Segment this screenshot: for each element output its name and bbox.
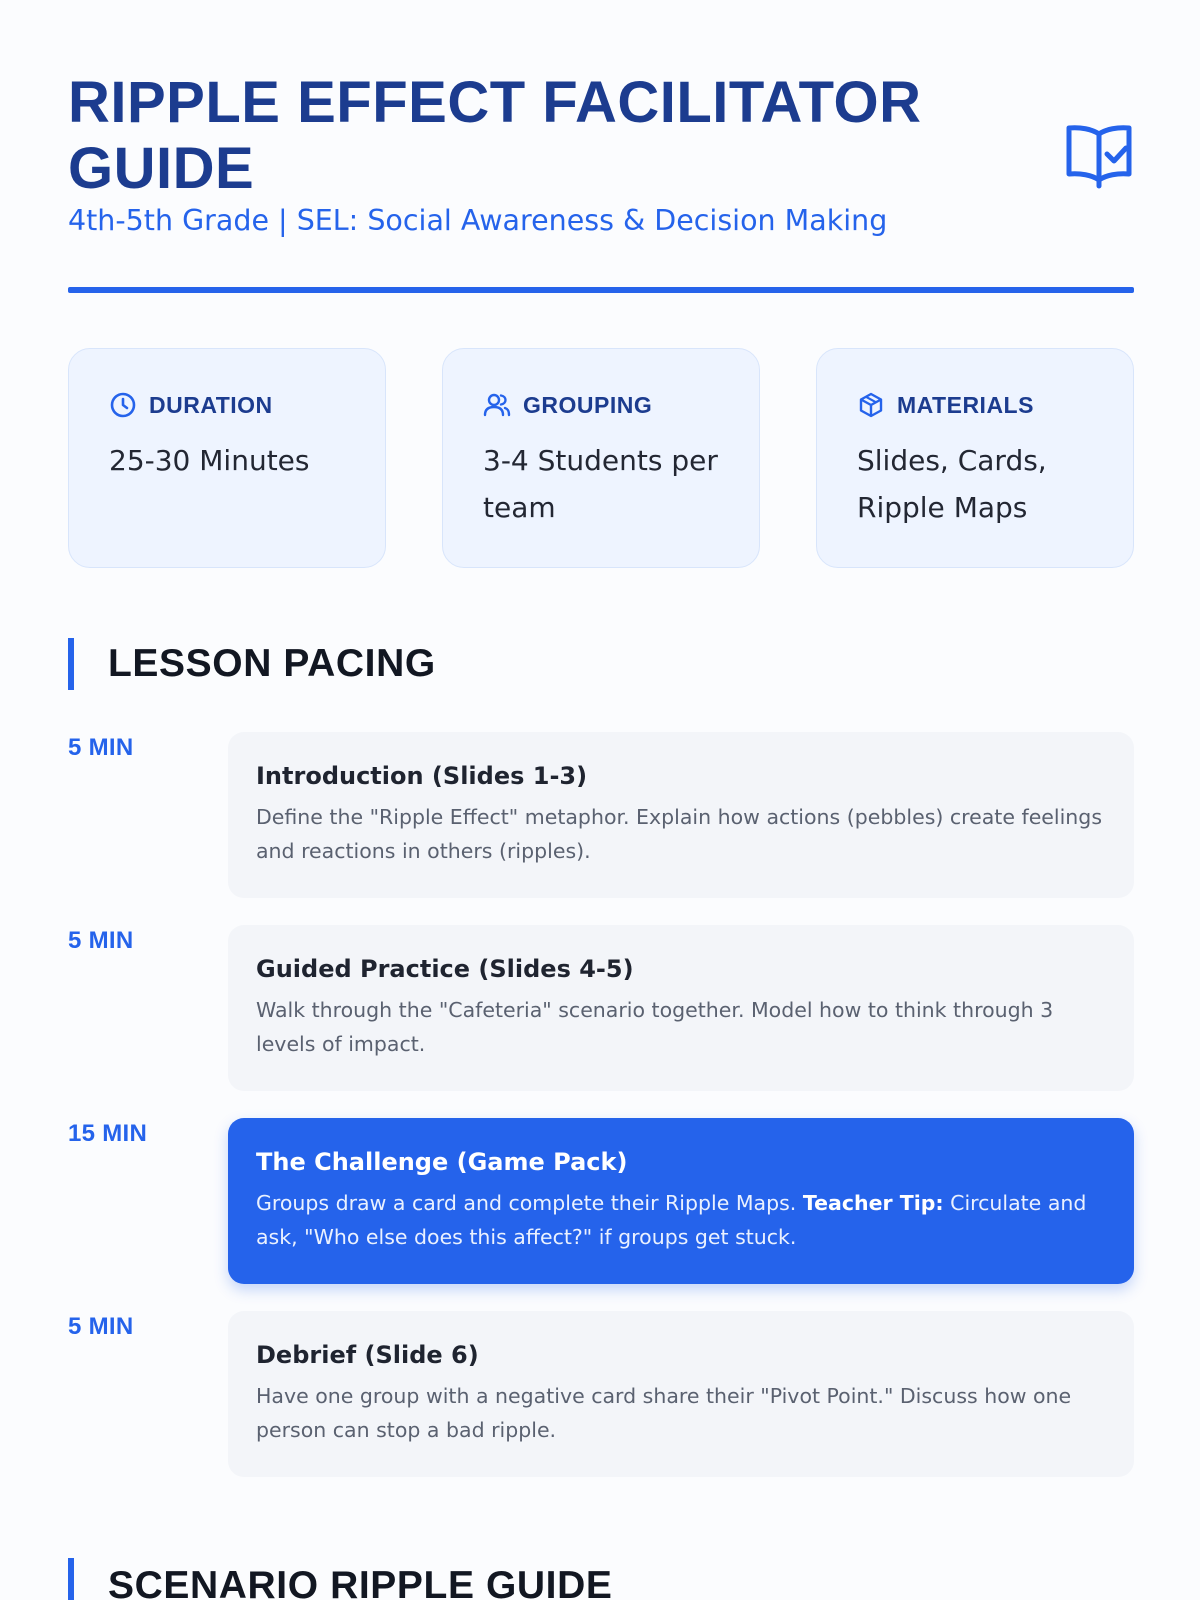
step-description: Walk through the "Cafeteria" scenario together. Model how to think through 3 levels of impact. — [256, 998, 1054, 1056]
pacing-step-guided-practice — [68, 925, 1134, 1091]
step-title: The Challenge (Game Pack) — [256, 1148, 628, 1176]
pacing-step-debrief — [68, 1311, 1134, 1477]
materials-card — [816, 348, 1134, 568]
scenario-ripple-guide-heading — [68, 1558, 613, 1600]
lesson-pacing-heading — [68, 638, 436, 690]
lesson-pacing-heading-text: LESSON PACING — [108, 642, 436, 685]
step-card — [228, 732, 1134, 898]
users-icon — [483, 391, 511, 419]
duration-label: DURATION — [149, 391, 273, 418]
grouping-value: 3-4 Students per team — [483, 444, 718, 524]
pacing-step-challenge — [68, 1118, 1134, 1284]
grouping-label: GROUPING — [523, 391, 653, 418]
step-description: Have one group with a negative card share their "Pivot Point." Discuss how one person can stop a bad ripple. — [256, 1384, 1072, 1442]
step-duration: 5 MIN — [68, 927, 134, 954]
step-description: Define the "Ripple Effect" metaphor. Explain how actions (pebbles) create feelings and reactions in others (ripples). — [256, 805, 1102, 863]
book-check-icon — [1064, 124, 1134, 190]
step-duration: 5 MIN — [68, 734, 134, 761]
step-card — [228, 925, 1134, 1091]
page-subtitle: 4th-5th Grade | SEL: Social Awareness & Decision Making — [68, 204, 888, 237]
step-title: Debrief (Slide 6) — [256, 1341, 479, 1369]
materials-value: Slides, Cards, Ripple Maps — [857, 444, 1047, 524]
step-description-main: Groups draw a card and complete their Ripple Maps. — [256, 1191, 797, 1215]
duration-card — [68, 348, 386, 568]
step-duration: 5 MIN — [68, 1313, 134, 1340]
step-title: Introduction (Slides 1-3) — [256, 762, 588, 790]
teacher-tip-text: Circulate and ask, "Who else does this affect?" if groups get stuck. — [256, 1191, 1087, 1249]
grouping-card — [442, 348, 760, 568]
page-title: RIPPLE EFFECT FACILITATOR GUIDE — [68, 70, 922, 201]
step-duration: 15 MIN — [68, 1120, 148, 1147]
materials-label: MATERIALS — [897, 391, 1034, 418]
step-card — [228, 1311, 1134, 1477]
duration-value: 25-30 Minutes — [109, 444, 310, 477]
pacing-step-introduction — [68, 732, 1134, 898]
clock-icon — [109, 391, 137, 419]
facilitator-guide-page — [68, 0, 1134, 1600]
teacher-tip-label: Teacher Tip: — [802, 1191, 944, 1215]
package-icon — [857, 391, 885, 419]
info-cards — [68, 348, 1134, 570]
step-card-highlighted — [228, 1118, 1134, 1284]
header-divider — [68, 287, 1134, 293]
step-description — [256, 1186, 1106, 1254]
scenario-heading-text: SCENARIO RIPPLE GUIDE — [108, 1564, 613, 1600]
step-title: Guided Practice (Slides 4-5) — [256, 955, 634, 983]
